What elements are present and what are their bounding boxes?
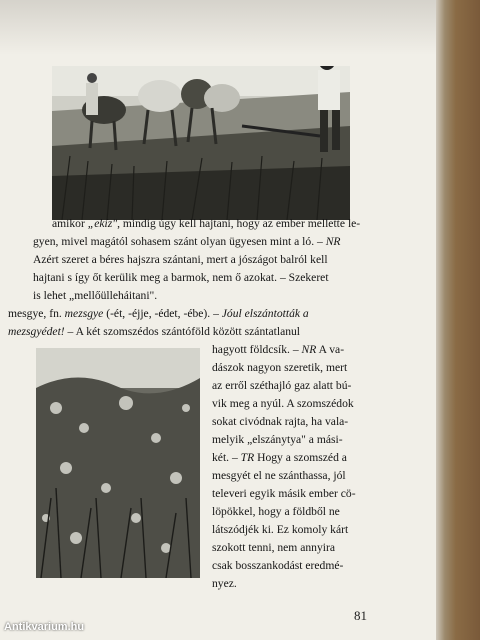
text-line-15: mesgyét el ne szánthassa, jól	[212, 469, 346, 482]
text-line-16: televeri egyik másik ember cö-	[212, 487, 356, 500]
text-line-18: látszódjék ki. Ez komoly kárt	[212, 523, 349, 536]
text-line-17: löpökkel, hogy a földből ne	[212, 505, 340, 518]
text-line-21: nyez.	[212, 577, 237, 590]
text-line-3: Azért szeret a béres hajszra szántani, mert a jószágot balról kell	[33, 253, 328, 266]
text-line-5: is lehet „mellőülleháitani".	[33, 289, 158, 302]
text-line-10: az erről széthajló gaz alatt bú-	[212, 379, 352, 392]
text-line-4: hajtani s így őt kerülik meg a barmok, nem ő azokat. – Szekeret	[33, 271, 329, 284]
text-line-19: szokott tenni, nem annyira	[212, 541, 335, 554]
plowing-photo	[52, 66, 350, 220]
text-line-13: melyik „elszánytya" a mási-	[212, 433, 343, 446]
text-line-8: hagyott földcsík. – NR A va-	[212, 343, 345, 356]
text-line-7: mezsgyédet! – A két szomszédos szántóföld között szántatlanul	[8, 325, 301, 338]
field-boundary-photo	[36, 348, 200, 578]
text-line-12: sokat civódnak rajta, ha vala-	[212, 415, 349, 428]
watermark: Antikvarium.hu	[4, 621, 85, 633]
page-number: 81	[354, 608, 367, 623]
text-line-11: vik meg a nyúl. A szomszédok	[212, 397, 354, 410]
book-spine	[436, 0, 480, 640]
text-line-14: két. – TR Hogy a szomszéd a	[212, 451, 347, 464]
text-line-2: gyen, mivel magától sohasem szánt olyan ügyesen mint a ló. – NR	[33, 235, 341, 248]
show-through-text	[0, 0, 436, 55]
text-line-1: amikor „ekíz", mindig úgy kell hajtani, hogy az ember mellette le-	[52, 217, 361, 230]
text-line-20: csak bosszankodást eredmé-	[212, 559, 344, 572]
entry-headword-line: mesgye, fn. mezsgye (-ét, -éjje, -édet, -ébe). – Jóul elszántották a	[8, 307, 309, 320]
text-line-9: dászok nagyon szeretik, mert	[212, 361, 348, 374]
